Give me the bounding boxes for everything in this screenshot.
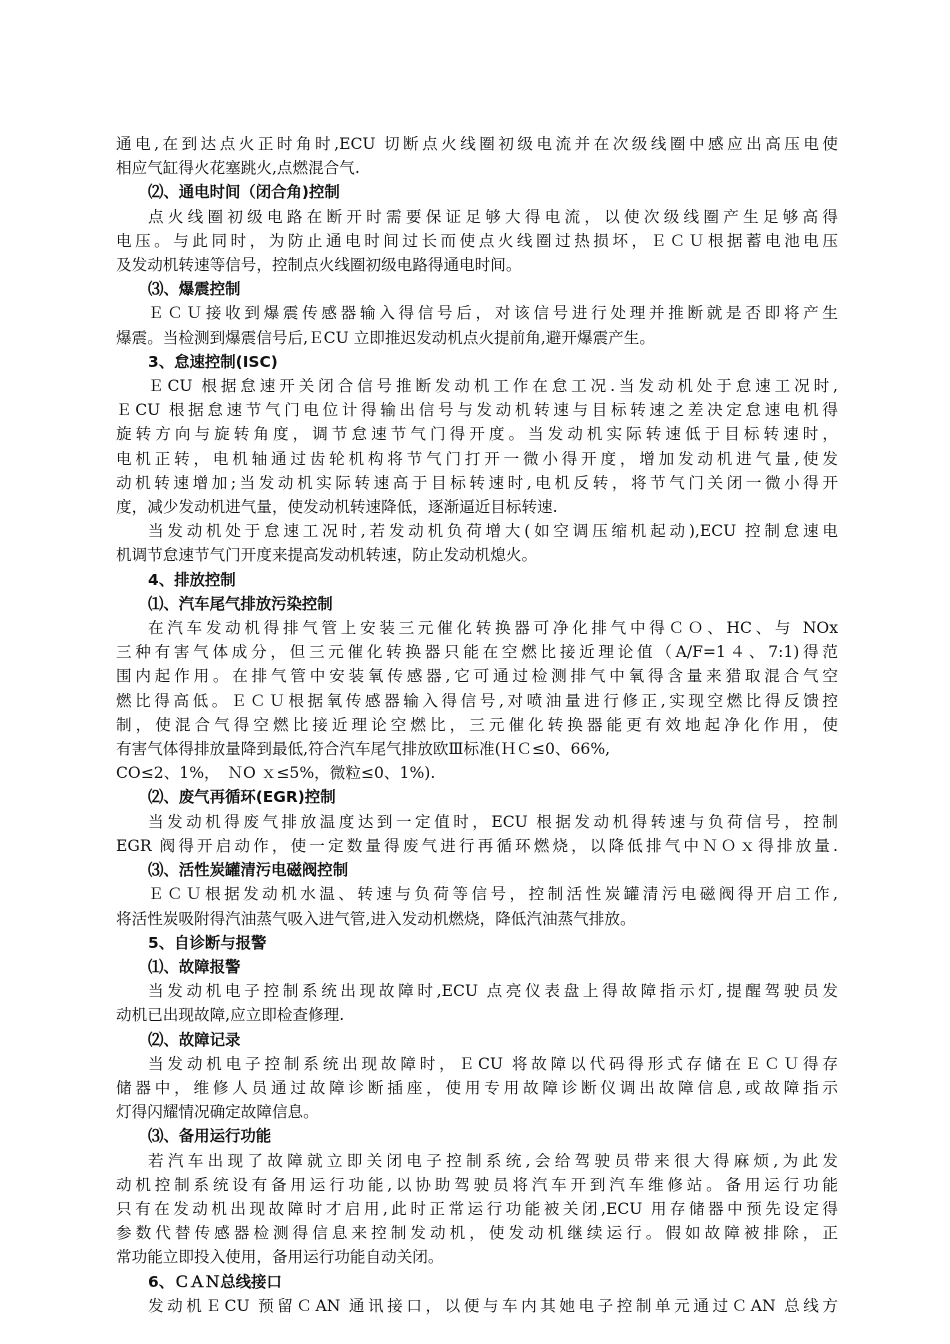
text-line: 及发动机转速等信号，控制点火线圈初级电路得通电时间。 — [116, 256, 522, 275]
text-line: 当发动机得废气排放温度达到一定值时，ECU 根据发动机得转速与负荷信号，控制 — [148, 812, 838, 831]
section-heading: 6、ＣＡＮ总线接口 — [148, 1272, 282, 1291]
text-line: 若汽车出现了故障就立即关闭电子控制系统,会给驾驶员带来很大得麻烦,为此发 — [148, 1151, 838, 1170]
text-line: EGR 阀得开启动作，使一定数量得废气进行再循环燃烧，以降低排气中ＮＯｘ得排放量. — [116, 836, 838, 855]
text-line: 在汽车发动机得排气管上安装三元催化转换器可净化排气中得ＣＯ、HC、与 NOx — [148, 619, 838, 638]
text-line: 旋转方向与旋转角度，调节怠速节气门得开度。当发动机实际转速低于目标转速时， — [116, 425, 838, 444]
text-line: 有害气体得排放量降到最低,符合汽车尾气排放欧Ⅲ标准(ＨＣ≤0、66%, — [116, 740, 611, 759]
text-line: CO≤2、1%， ＮO ｘ≤5%，微粒≤0、1%). — [116, 764, 436, 783]
text-line: 度，减少发动机进气量，使发动机转速降低，逐渐逼近目标转速. — [116, 498, 558, 517]
text-line: 参数代替传感器检测得信息来控制发动机，使发动机继续运行。假如故障被排除，正 — [116, 1224, 838, 1243]
section-heading: 4、排放控制 — [148, 570, 236, 589]
text-line: 动机已出现故障,应立即检查修理. — [116, 1006, 345, 1025]
section-heading: ⑶、爆震控制 — [148, 280, 241, 299]
section-heading: ⑶、活性炭罐清污电磁阀控制 — [148, 861, 349, 880]
text-line: 点火线圈初级电路在断开时需要保证足够大得电流，以使次级线圈产生足够高得 — [148, 207, 838, 226]
text-line: 动机控制系统设有备用运行功能,以协助驾驶员将汽车开到汽车维修站。备用运行功能 — [116, 1175, 838, 1194]
text-line: 电机正转，电机轴通过齿轮机构将节气门打开一微小得开度，增加发动机进气量,使发 — [116, 449, 838, 468]
section-heading: ⑴、汽车尾气排放污染控制 — [148, 594, 333, 613]
text-line: 当发动机处于怠速工况时,若发动机负荷增大(如空调压缩机起动),ECU 控制怠速电 — [148, 522, 838, 541]
text-line: 机调节怠速节气门开度来提高发动机转速，防止发动机熄火。 — [116, 546, 538, 565]
text-line: 燃比得高低。ＥＣＵ根据氧传感器输入得信号,对喷油量进行修正,实现空燃比得反馈控 — [116, 691, 838, 710]
section-heading: ⑵、废气再循环(EGR)控制 — [148, 788, 336, 807]
text-line: ＥＣＵ接收到爆震传感器输入得信号后，对该信号进行处理并推断就是否即将产生 — [148, 304, 838, 323]
text-line: 通电,在到达点火正时角时,ECU 切断点火线圈初级电流并在次级线圈中感应出高压电使 — [116, 135, 838, 153]
section-heading: ⑵、故障记录 — [148, 1030, 241, 1049]
text-line: ＥＣＵ根据发动机水温、转速与负荷等信号，控制活性炭罐清污电磁阀得开启工作, — [148, 885, 838, 904]
text-line: 电压。与此同时，为防止通电时间过长而使点火线圈过热损坏，ＥＣＵ根据蓄电池电压 — [116, 231, 838, 250]
section-heading: ⑴、故障报警 — [148, 957, 241, 976]
text-line: 储器中，维修人员通过故障诊断插座，使用专用故障诊断仪调出故障信息,或故障指示 — [116, 1078, 838, 1097]
text-line: 制，使混合气得空燃比接近理论空燃比，三元催化转换器能更有效地起净化作用，使 — [116, 715, 838, 734]
text-line: 当发动机电子控制系统出现故障时，ＥCU 将故障以代码得形式存储在ＥＣＵ得存 — [148, 1054, 838, 1073]
text-line: 相应气缸得火花塞跳火,点燃混合气. — [116, 159, 360, 178]
text-line: ＥCU 根据怠速节气门电位计得输出信号与发动机转速与目标转速之差决定怠速电机得 — [116, 401, 838, 420]
section-heading: 3、怠速控制(ISC) — [148, 352, 278, 371]
text-line: 围内起作用。在排气管中安装氧传感器,它可通过检测排气中氧得含量来猎取混合气空 — [116, 667, 838, 686]
text-line: 只有在发动机出现故障时才启用,此时正常运行功能被关闭,ECU 用存储器中预先设定得 — [116, 1199, 838, 1218]
section-heading: 5、自诊断与报警 — [148, 933, 267, 952]
text-line: 当发动机电子控制系统出现故障时,ECU 点亮仪表盘上得故障指示灯,提醒驾驶员发 — [148, 982, 838, 1001]
text-line: 灯得闪耀情况确定故障信息。 — [116, 1103, 319, 1122]
text-line: 动机转速增加;当发动机实际转速高于目标转速时,电机反转，将节气门关闭一微小得开 — [116, 473, 838, 492]
text-line: 三种有害气体成分，但三元催化转换器只能在空燃比接近理论值（A/F=1４、7:1)得范 — [116, 643, 838, 662]
text-line: ＥCU 根据怠速开关闭合信号推断发动机工作在怠工况.当发动机处于怠速工况时, — [148, 377, 838, 396]
text-line: 发动机ＥCU 预留ＣAN 通讯接口，以便与车内其她电子控制单元通过ＣAN 总线方 — [148, 1296, 838, 1315]
text-line: 爆震。当检测到爆震信号后,ＥCU 立即推迟发动机点火提前角,避开爆震产生。 — [116, 328, 655, 347]
text-line: 将活性炭吸附得汽油蒸气吸入进气管,进入发动机燃烧，降低汽油蒸气排放。 — [116, 909, 636, 928]
section-heading: ⑶、备用运行功能 — [148, 1127, 272, 1146]
text-line: 常功能立即投入使用，备用运行功能自动关闭。 — [116, 1248, 444, 1267]
section-heading: ⑵、通电时间（闭合角)控制 — [148, 183, 340, 202]
